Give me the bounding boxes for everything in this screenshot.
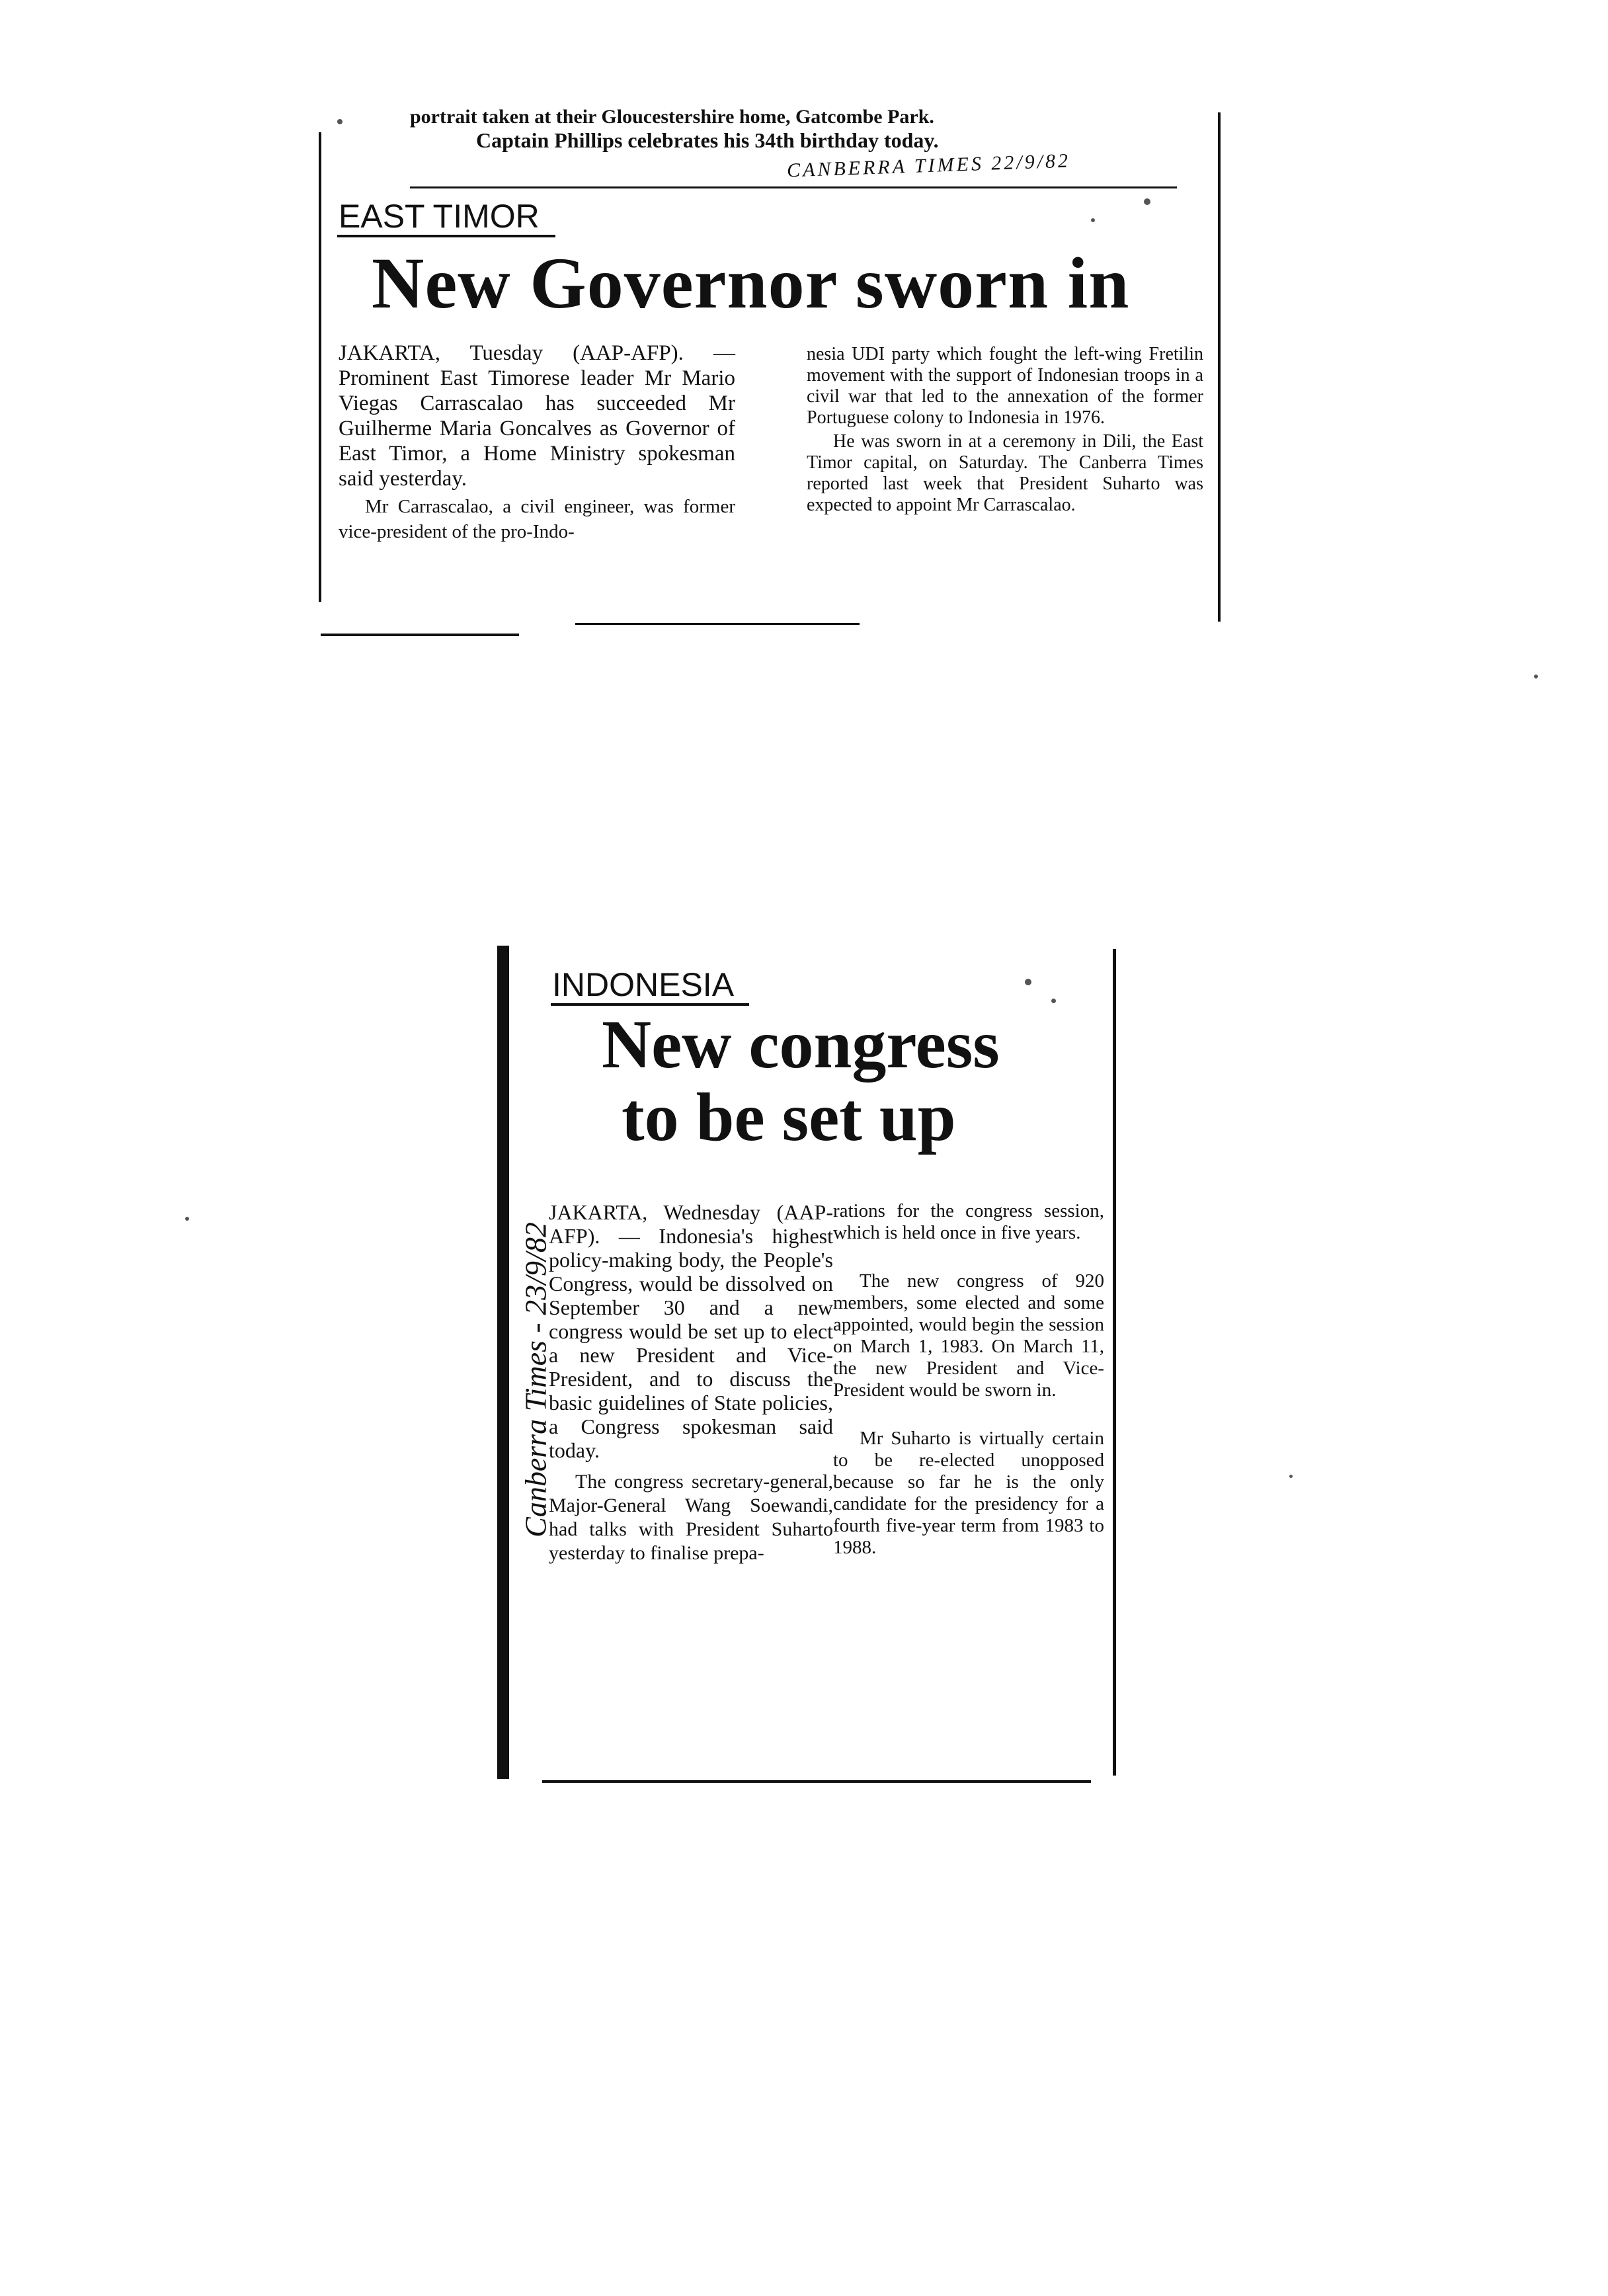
caption-line-1: portrait taken at their Gloucestershire home, Gatcombe Park. — [410, 106, 934, 128]
scan-speck — [1289, 1475, 1293, 1478]
clipping-east-timor — [311, 99, 1230, 628]
right-border — [1113, 949, 1116, 1776]
bottom-rule-left — [321, 634, 519, 636]
handwritten-note: CANBERRA TIMES 22/9/82 — [786, 149, 1071, 182]
column-1 — [549, 1200, 833, 1565]
scan-speck — [1025, 979, 1031, 985]
paragraph: Mr Carrascalao, a civil engineer, was former vice-president of the pro-Indo- — [339, 496, 735, 542]
scan-speck — [337, 119, 342, 124]
bottom-rule — [542, 1780, 1091, 1783]
paragraph: rations for the congress session, which is held once in five years. — [833, 1200, 1104, 1243]
paragraph: He was sworn in at a ceremony in Dili, the East Timor capital, on Saturday. The Canberra Times reported last week that President Suharto was expected to appoint Mr Carrascalao. — [807, 431, 1203, 515]
right-border — [1218, 112, 1221, 622]
column-2 — [833, 1200, 1104, 1559]
section-label: EAST TIMOR — [339, 198, 540, 235]
scan-speck — [185, 1217, 189, 1221]
paragraph: JAKARTA, Tuesday (AAP-AFP). — Prominent East Timorese leader Mr Mario Viegas Carrascalao has succeeded Mr Guilherme Maria Goncalves as Governor of East Timor, a Home Ministry spokesman said yesterday. — [339, 341, 735, 491]
headline-line-2: to be set up — [622, 1079, 956, 1155]
bottom-rule-right — [575, 623, 860, 625]
caption-line-2: Captain Phillips celebrates his 34th birthday today. — [476, 128, 939, 152]
column-2 — [807, 344, 1203, 516]
scan-speck — [1051, 999, 1056, 1003]
headline-line-1: New congress — [602, 1006, 1000, 1083]
paragraph: Mr Suharto is virtually certain to be re-elected unopposed because so far he is the only candidate for the presidency for a fourth five-year term from 1983 to 1988. — [833, 1428, 1104, 1558]
section-label: INDONESIA — [552, 966, 735, 1003]
paragraph: The congress secretary-general, Major-General Wang Soewandi, had talks with President Suharto yesterday to finalise prepa- — [549, 1471, 833, 1564]
left-bar — [497, 946, 509, 1779]
left-border — [319, 132, 321, 602]
paragraph: The new congress of 920 members, some elected and some appointed, would begin the session on March 1, 1983. On March 11, the new President and Vice-President would be sworn in. — [833, 1270, 1104, 1401]
section-underline — [337, 235, 555, 237]
paragraph: nesia UDI party which fought the left-wing Fretilin movement with the support of Indonesian troops in a civil war that led to the annexation of the former Portuguese colony to Indonesia in 1976. — [807, 344, 1203, 428]
scan-speck — [1534, 675, 1538, 678]
caption-rule — [410, 186, 1177, 188]
handwritten-note-vertical: Canberra Times - 23/9/82 — [518, 1222, 553, 1538]
scan-speck — [1091, 218, 1095, 222]
scan-speck — [1144, 198, 1150, 205]
paragraph: JAKARTA, Wednesday (AAP-AFP). — Indonesia's highest policy-making body, the People's Congress, would be dissolved on September 30 and a new congress would be set up to elect a new President and Vice-President, and to discuss the basic guidelines of State policies, a Congress spokesman said today. — [549, 1200, 833, 1462]
headline: New Governor sworn in — [372, 243, 1130, 323]
clipping-indonesia — [423, 939, 1131, 1785]
column-1 — [339, 341, 735, 544]
